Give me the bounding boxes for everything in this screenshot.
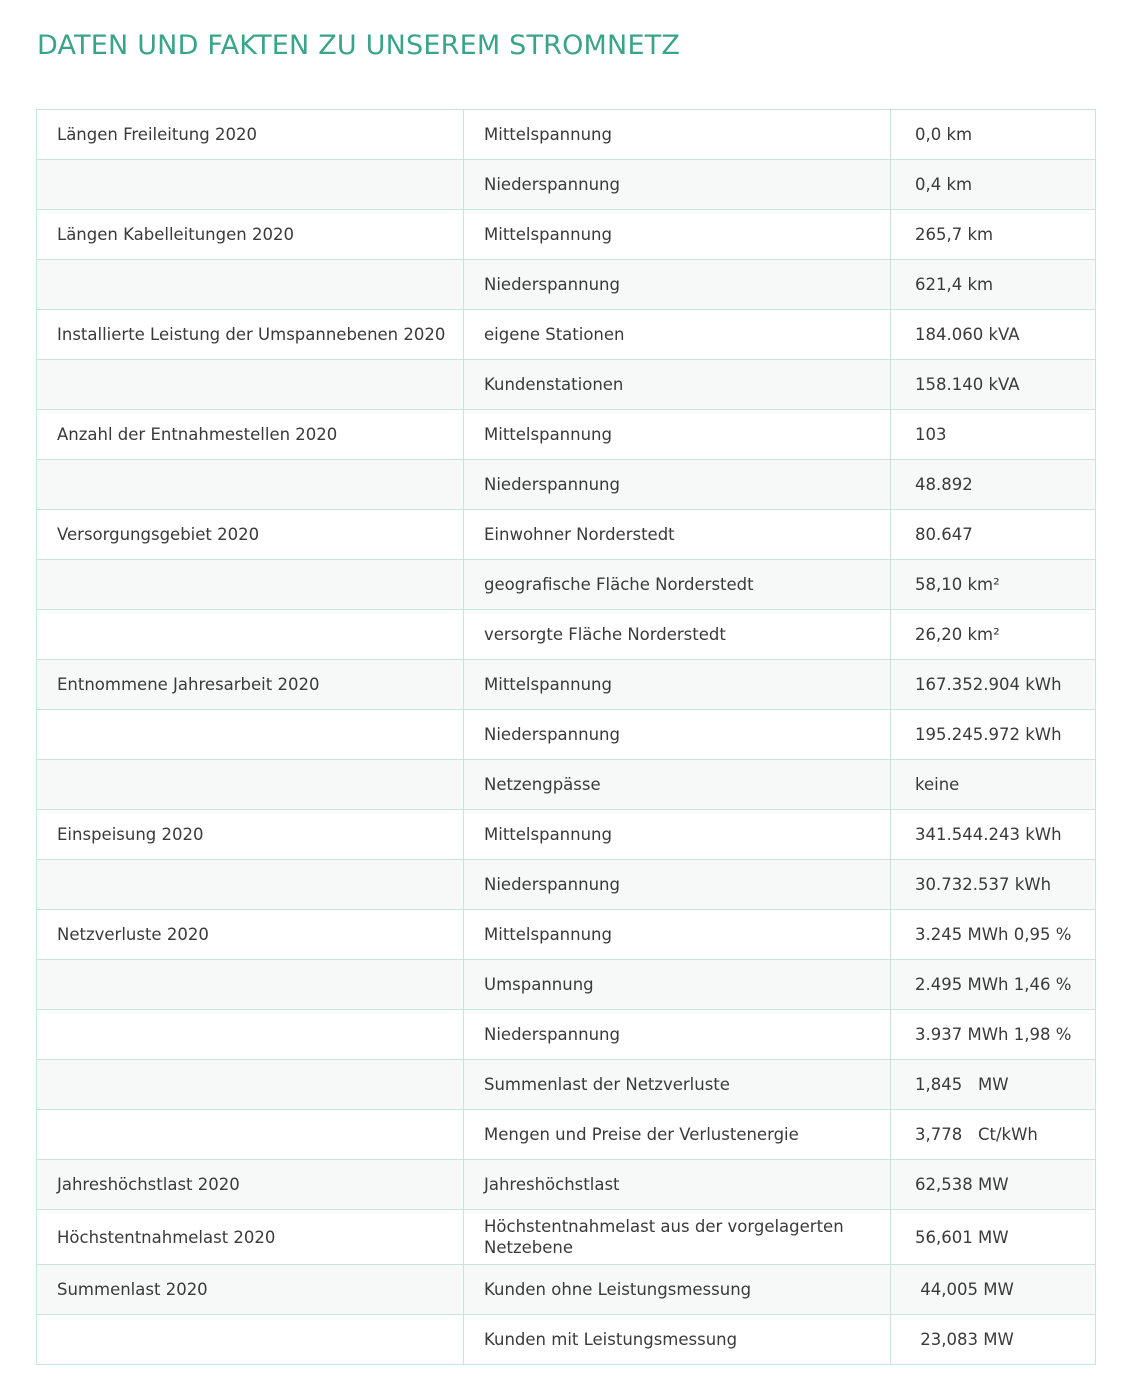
parameter-cell: Mittelspannung	[464, 410, 891, 460]
value-cell: 26,20 km²	[891, 610, 1096, 660]
category-cell: Versorgungsgebiet 2020	[37, 510, 464, 560]
parameter-cell: Niederspannung	[464, 860, 891, 910]
category-cell	[37, 1010, 464, 1060]
value-cell: 195.245.972 kWh	[891, 710, 1096, 760]
category-cell	[37, 1060, 464, 1110]
category-cell	[37, 460, 464, 510]
parameter-cell: versorgte Fläche Norderstedt	[464, 610, 891, 660]
parameter-cell: Höchstentnahmelast aus der vorgelagerten Netzebene	[464, 1210, 891, 1265]
parameter-cell: Mittelspannung	[464, 660, 891, 710]
table-row	[37, 210, 1096, 260]
parameter-cell: Niederspannung	[464, 1010, 891, 1060]
parameter-cell: Mittelspannung	[464, 810, 891, 860]
value-cell: 158.140 kVA	[891, 360, 1096, 410]
category-cell: Einspeisung 2020	[37, 810, 464, 860]
value-cell: 3.937 MWh 1,98 %	[891, 1010, 1096, 1060]
category-cell	[37, 710, 464, 760]
category-cell	[37, 760, 464, 810]
table-row	[37, 1110, 1096, 1160]
category-cell: Entnommene Jahresarbeit 2020	[37, 660, 464, 710]
parameter-cell: Umspannung	[464, 960, 891, 1010]
table-row	[37, 1160, 1096, 1210]
parameter-cell: Niederspannung	[464, 260, 891, 310]
value-cell: keine	[891, 760, 1096, 810]
category-cell	[37, 1315, 464, 1365]
category-cell	[37, 1110, 464, 1160]
table-row	[37, 510, 1096, 560]
table-row	[37, 810, 1096, 860]
value-cell: 341.544.243 kWh	[891, 810, 1096, 860]
parameter-cell: Netzengpässe	[464, 760, 891, 810]
table-row	[37, 1210, 1096, 1265]
category-cell: Höchstentnahmelast 2020	[37, 1210, 464, 1265]
category-cell: Summenlast 2020	[37, 1265, 464, 1315]
table-row	[37, 610, 1096, 660]
category-cell	[37, 160, 464, 210]
table-row	[37, 660, 1096, 710]
category-cell	[37, 360, 464, 410]
table-row	[37, 860, 1096, 910]
facts-table-body	[37, 110, 1096, 1365]
parameter-cell: Kunden mit Leistungsmessung	[464, 1315, 891, 1365]
category-cell	[37, 260, 464, 310]
table-row	[37, 110, 1096, 160]
value-cell: 184.060 kVA	[891, 310, 1096, 360]
value-cell: 58,10 km²	[891, 560, 1096, 610]
category-cell	[37, 610, 464, 660]
parameter-cell: Mittelspannung	[464, 210, 891, 260]
category-cell	[37, 560, 464, 610]
value-cell: 80.647	[891, 510, 1096, 560]
value-cell: 0,4 km	[891, 160, 1096, 210]
parameter-cell: eigene Stationen	[464, 310, 891, 360]
value-cell: 265,7 km	[891, 210, 1096, 260]
category-cell: Längen Freileitung 2020	[37, 110, 464, 160]
table-row	[37, 460, 1096, 510]
table-row	[37, 1060, 1096, 1110]
category-cell	[37, 860, 464, 910]
value-cell: 56,601 MW	[891, 1210, 1096, 1265]
parameter-cell: Summenlast der Netzverluste	[464, 1060, 891, 1110]
parameter-cell: Jahreshöchstlast	[464, 1160, 891, 1210]
table-row	[37, 910, 1096, 960]
parameter-cell: Niederspannung	[464, 160, 891, 210]
value-cell: 621,4 km	[891, 260, 1096, 310]
category-cell: Installierte Leistung der Umspannebenen 2020	[37, 310, 464, 360]
table-row	[37, 160, 1096, 210]
category-cell: Jahreshöchstlast 2020	[37, 1160, 464, 1210]
table-row	[37, 960, 1096, 1010]
parameter-cell: Niederspannung	[464, 460, 891, 510]
table-row	[37, 560, 1096, 610]
value-cell: 1,845 MW	[891, 1060, 1096, 1110]
category-cell: Längen Kabelleitungen 2020	[37, 210, 464, 260]
value-cell: 48.892	[891, 460, 1096, 510]
parameter-cell: Einwohner Norderstedt	[464, 510, 891, 560]
value-cell: 2.495 MWh 1,46 %	[891, 960, 1096, 1010]
page-title: DATEN UND FAKTEN ZU UNSEREM STROMNETZ	[37, 30, 681, 61]
parameter-cell: Kunden ohne Leistungsmessung	[464, 1265, 891, 1315]
table-row	[37, 1265, 1096, 1315]
table-row	[37, 710, 1096, 760]
value-cell: 0,0 km	[891, 110, 1096, 160]
category-cell	[37, 960, 464, 1010]
table-row	[37, 410, 1096, 460]
parameter-cell: Kundenstationen	[464, 360, 891, 410]
value-cell: 23,083 MW	[891, 1315, 1096, 1365]
table-row	[37, 360, 1096, 410]
value-cell: 30.732.537 kWh	[891, 860, 1096, 910]
table-row	[37, 260, 1096, 310]
value-cell: 103	[891, 410, 1096, 460]
value-cell: 167.352.904 kWh	[891, 660, 1096, 710]
table-row	[37, 310, 1096, 360]
table-row	[37, 760, 1096, 810]
category-cell: Netzverluste 2020	[37, 910, 464, 960]
value-cell: 44,005 MW	[891, 1265, 1096, 1315]
parameter-cell: geografische Fläche Norderstedt	[464, 560, 891, 610]
parameter-cell: Mengen und Preise der Verlustenergie	[464, 1110, 891, 1160]
category-cell: Anzahl der Entnahmestellen 2020	[37, 410, 464, 460]
value-cell: 3.245 MWh 0,95 %	[891, 910, 1096, 960]
parameter-cell: Mittelspannung	[464, 110, 891, 160]
parameter-cell: Mittelspannung	[464, 910, 891, 960]
table-row	[37, 1315, 1096, 1365]
table-row	[37, 1010, 1096, 1060]
parameter-cell: Niederspannung	[464, 710, 891, 760]
value-cell: 3,778 Ct/kWh	[891, 1110, 1096, 1160]
grid-facts-table	[36, 109, 1096, 1365]
value-cell: 62,538 MW	[891, 1160, 1096, 1210]
